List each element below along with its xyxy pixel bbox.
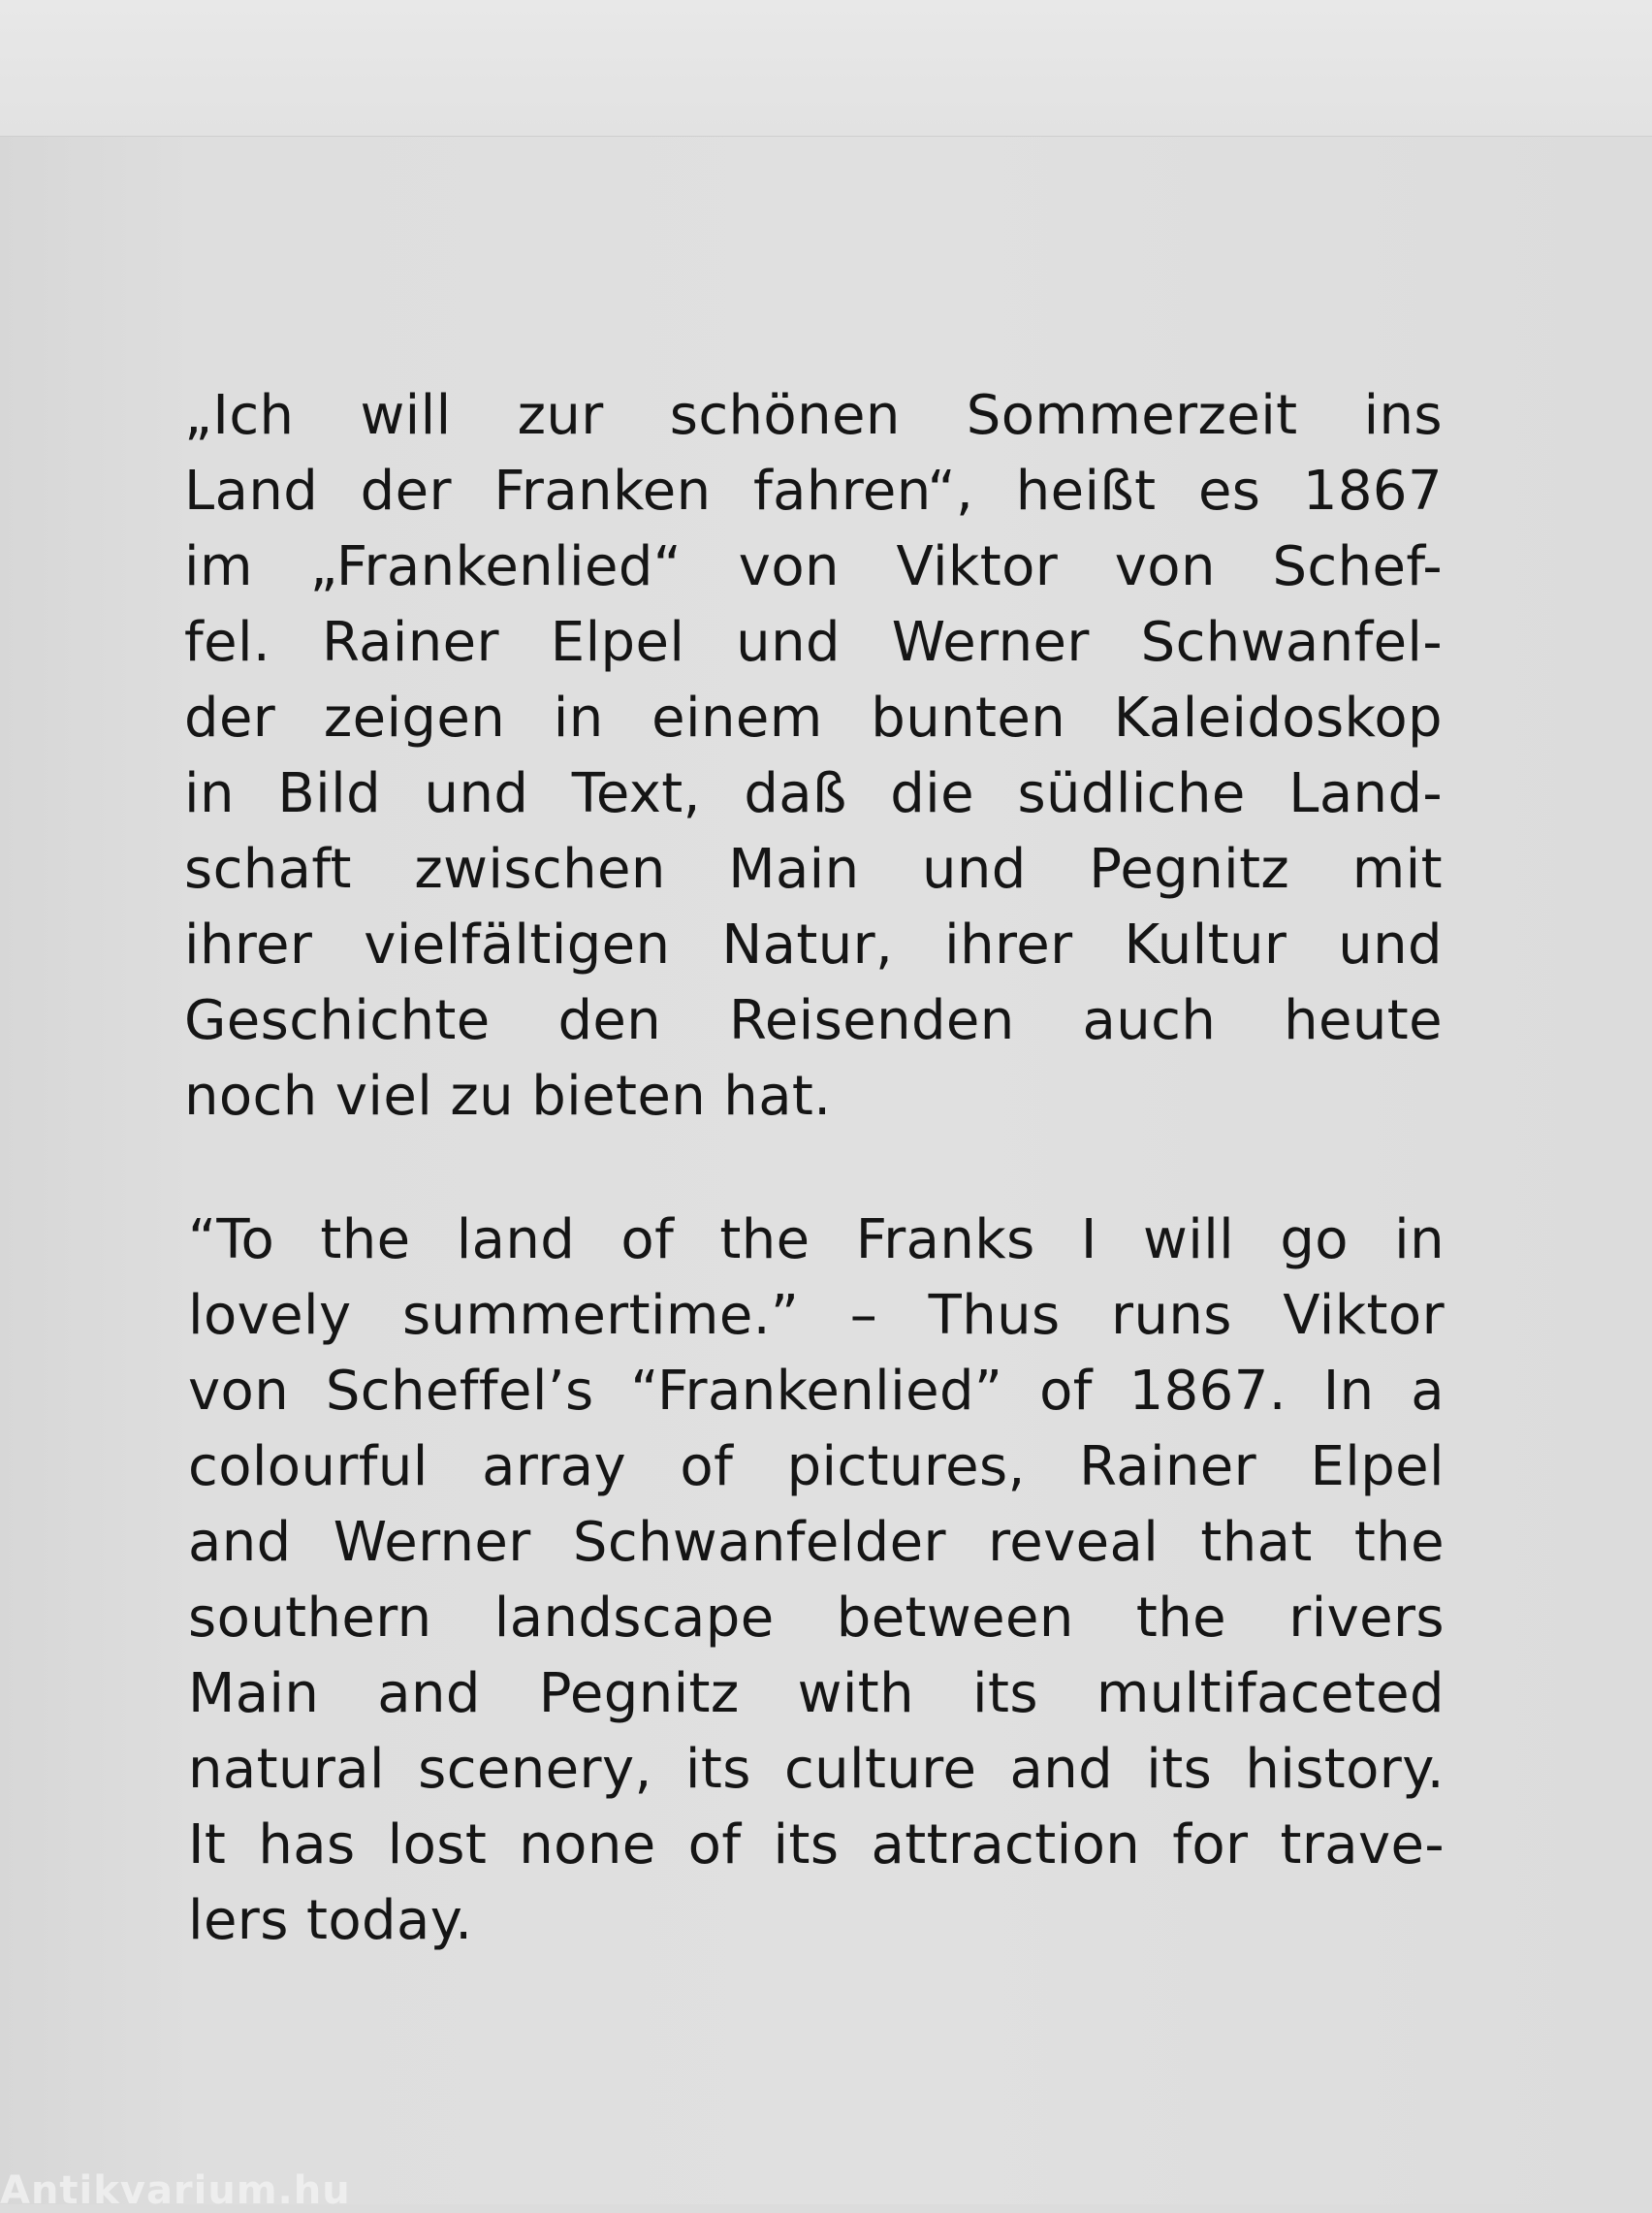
german-line-2: Land der Franken fahren“, heißt es 1867 [184, 460, 1443, 523]
background-top-band [0, 0, 1652, 136]
german-paragraph [184, 378, 1443, 1135]
english-paragraph [188, 1203, 1445, 1959]
german-line-6: in Bild und Text, daß die südliche Land- [184, 762, 1443, 825]
english-line-4: colourful array of pictures, Rainer Elpel [188, 1435, 1445, 1498]
english-line-2: lovely summertime.” – Thus runs Viktor [188, 1284, 1445, 1347]
english-line-5: and Werner Schwanfelder reveal that the [188, 1511, 1445, 1574]
german-line-5: der zeigen in einem bunten Kaleidoskop [184, 687, 1443, 750]
german-line-4: fel. Rainer Elpel und Werner Schwanfel- [184, 611, 1443, 674]
german-line-3: im „Frankenlied“ von Viktor von Schef- [184, 535, 1443, 598]
english-line-1: “To the land of the Franks I will go in [188, 1208, 1445, 1271]
english-line-10: lers today. [188, 1889, 473, 1952]
german-line-1: „Ich will zur schönen Sommerzeit ins [184, 384, 1443, 447]
german-line-8: ihrer vielfältigen Natur, ihrer Kultur und [184, 914, 1443, 977]
english-line-8: natural scenery, its culture and its history. [188, 1738, 1445, 1801]
german-line-9: Geschichte den Reisenden auch heute [184, 989, 1443, 1052]
english-line-7: Main and Pegnitz with its multifaceted [188, 1662, 1445, 1725]
german-line-7: schaft zwischen Main und Pegnitz mit [184, 838, 1443, 901]
english-line-9: It has lost none of its attraction for trave- [188, 1813, 1445, 1876]
english-line-6: southern landscape between the rivers [188, 1587, 1445, 1650]
german-line-10: noch viel zu bieten hat. [184, 1065, 832, 1128]
english-line-3: von Scheffel’s “Frankenlied” of 1867. In a [188, 1360, 1445, 1423]
watermark: Antikvarium.hu [0, 2168, 351, 2213]
